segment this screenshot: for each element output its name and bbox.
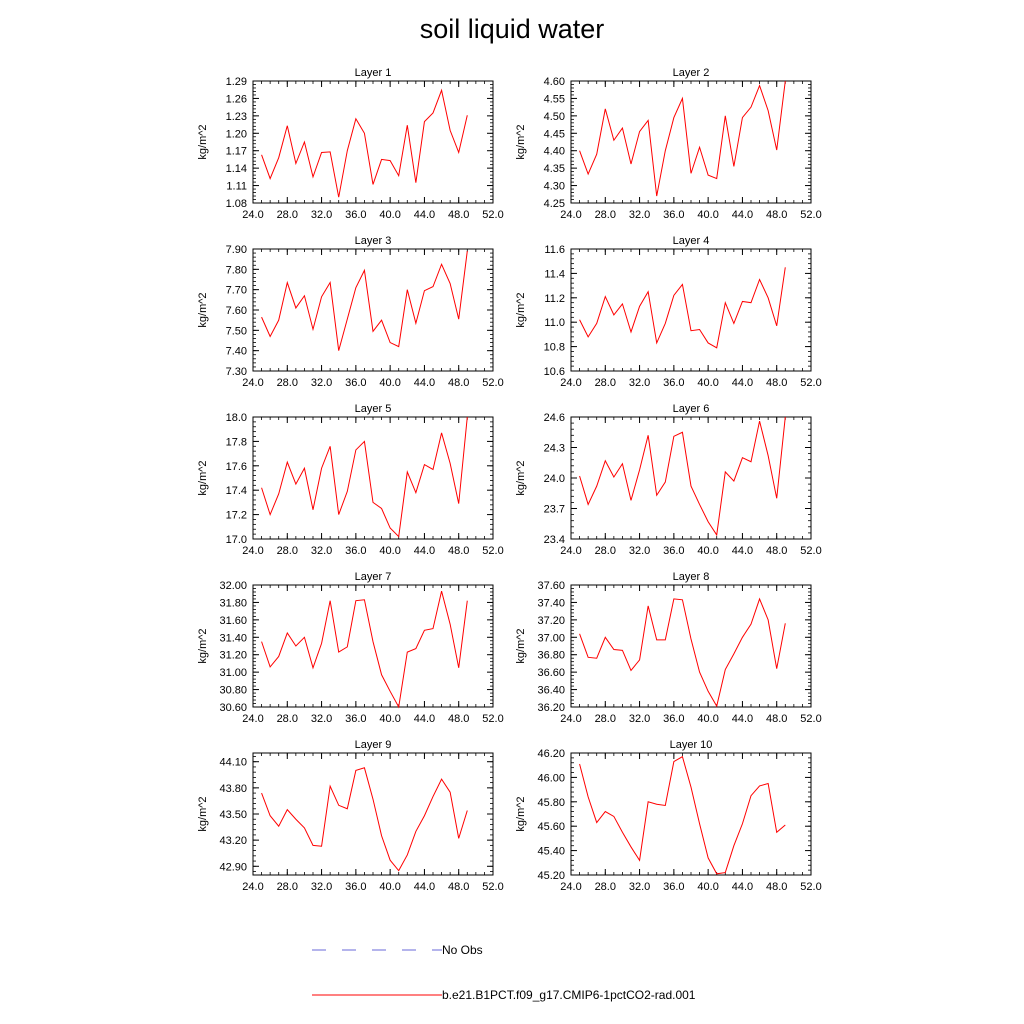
x-tick-label: 40.0 [697, 713, 719, 725]
x-tick-label: 36.0 [345, 209, 367, 221]
series-line [580, 417, 786, 535]
chart-panel-1 [197, 67, 504, 221]
x-tick-label: 48.0 [766, 713, 788, 725]
series-line [580, 81, 786, 196]
y-tick-label: 36.20 [537, 702, 565, 714]
plot-frame [253, 81, 493, 203]
panel-title: Layer 1 [354, 67, 392, 79]
series-line [580, 757, 786, 874]
x-tick-label: 32.0 [628, 209, 651, 221]
y-tick-label: 31.00 [219, 667, 247, 680]
chart-panel-10 [515, 739, 822, 893]
y-tick-label: 31.20 [219, 649, 247, 662]
y-tick-label: 37.40 [537, 597, 565, 610]
x-tick-label: 44.0 [413, 881, 436, 893]
x-tick-label: 48.0 [448, 545, 470, 557]
x-tick-label: 44.0 [731, 209, 754, 221]
x-tick-label: 40.0 [379, 377, 401, 389]
y-tick-label: 7.70 [225, 284, 247, 297]
y-tick-label: 42.90 [219, 861, 247, 874]
y-axis-label: kg/m^2 [515, 628, 527, 664]
series-line [580, 599, 786, 706]
y-axis-label: kg/m^2 [197, 796, 209, 832]
y-tick-label: 24.0 [543, 473, 565, 485]
x-tick-label: 44.0 [413, 713, 436, 725]
x-tick-label: 32.0 [310, 713, 333, 725]
y-tick-label: 17.0 [225, 534, 247, 546]
y-tick-label: 4.30 [543, 180, 565, 193]
x-tick-label: 44.0 [413, 209, 436, 221]
panel-title: Layer 10 [669, 739, 713, 751]
chart-panel-6 [515, 403, 822, 557]
y-tick-label: 1.14 [225, 163, 247, 176]
chart-panel-7 [197, 571, 504, 725]
y-tick-label: 46.00 [537, 772, 565, 785]
x-tick-label: 32.0 [628, 377, 651, 389]
x-tick-label: 24.0 [242, 377, 264, 389]
y-tick-label: 37.20 [537, 614, 565, 627]
y-tick-label: 17.4 [225, 485, 247, 498]
y-axis-label: kg/m^2 [515, 124, 527, 160]
x-tick-label: 40.0 [697, 881, 719, 893]
y-tick-label: 1.29 [225, 76, 247, 88]
x-tick-label: 40.0 [379, 545, 401, 557]
panel-title: Layer 4 [672, 235, 710, 247]
y-axis-label: kg/m^2 [515, 796, 527, 832]
y-tick-label: 36.40 [537, 684, 565, 697]
x-tick-label: 24.0 [560, 881, 582, 893]
x-tick-label: 40.0 [697, 209, 719, 221]
x-tick-label: 28.0 [594, 545, 616, 557]
y-tick-label: 11.2 [544, 292, 565, 305]
y-tick-label: 7.90 [225, 244, 247, 256]
legend-model-label: b.e21.B1PCT.f09_g17.CMIP6-1pctCO2-rad.001 [442, 988, 696, 1002]
x-tick-label: 36.0 [663, 545, 685, 557]
x-tick-label: 48.0 [448, 881, 470, 893]
x-tick-label: 52.0 [800, 713, 822, 725]
panel-title: Layer 7 [354, 571, 392, 583]
y-axis-label: kg/m^2 [197, 628, 209, 664]
y-tick-label: 45.20 [537, 870, 565, 882]
plot-frame [571, 585, 811, 707]
y-tick-label: 4.50 [543, 110, 565, 123]
x-tick-label: 48.0 [766, 377, 788, 389]
x-tick-label: 44.0 [731, 713, 754, 725]
x-tick-label: 28.0 [594, 209, 616, 221]
panel-title: Layer 9 [354, 739, 392, 751]
y-tick-label: 1.11 [226, 180, 247, 193]
x-tick-label: 52.0 [482, 881, 504, 893]
x-tick-label: 44.0 [731, 377, 754, 389]
x-tick-label: 36.0 [345, 545, 367, 557]
y-tick-label: 24.3 [543, 442, 565, 455]
x-tick-label: 28.0 [276, 881, 298, 893]
chart-panel-5 [197, 403, 504, 557]
y-tick-label: 43.20 [219, 835, 247, 848]
y-tick-label: 37.60 [537, 580, 565, 592]
x-tick-label: 52.0 [482, 713, 504, 725]
y-tick-label: 11.4 [544, 268, 565, 281]
y-tick-label: 23.4 [543, 534, 565, 546]
y-tick-label: 1.08 [225, 198, 247, 210]
y-tick-label: 4.45 [543, 128, 565, 141]
panel-title: Layer 8 [672, 571, 710, 583]
x-tick-label: 48.0 [448, 713, 470, 725]
x-tick-label: 48.0 [448, 377, 470, 389]
x-tick-label: 24.0 [242, 545, 264, 557]
series-line [262, 251, 468, 351]
x-tick-label: 36.0 [663, 881, 685, 893]
x-tick-label: 24.0 [560, 377, 582, 389]
x-tick-label: 48.0 [766, 209, 788, 221]
y-tick-label: 4.40 [543, 145, 565, 158]
y-tick-label: 31.40 [219, 632, 247, 645]
panel-title: Layer 2 [672, 67, 710, 79]
x-tick-label: 28.0 [276, 545, 298, 557]
x-tick-label: 52.0 [482, 209, 504, 221]
y-axis-label: kg/m^2 [515, 460, 527, 496]
plot-frame [253, 753, 493, 875]
y-axis-label: kg/m^2 [197, 460, 209, 496]
x-tick-label: 32.0 [310, 377, 333, 389]
y-tick-label: 7.30 [225, 366, 247, 378]
plot-frame [571, 249, 811, 371]
x-tick-label: 44.0 [413, 377, 436, 389]
y-tick-label: 11.0 [544, 317, 565, 330]
y-tick-label: 17.8 [225, 436, 247, 449]
x-tick-label: 28.0 [594, 713, 616, 725]
y-tick-label: 7.50 [225, 325, 247, 338]
x-tick-label: 52.0 [800, 377, 822, 389]
y-tick-label: 4.35 [543, 163, 565, 176]
x-tick-label: 28.0 [276, 377, 298, 389]
y-tick-label: 44.10 [219, 756, 247, 769]
y-tick-label: 36.80 [537, 649, 565, 662]
y-tick-label: 11.6 [544, 244, 565, 256]
y-tick-label: 17.6 [225, 460, 247, 473]
x-tick-label: 36.0 [663, 209, 685, 221]
x-tick-label: 48.0 [448, 209, 470, 221]
x-tick-label: 32.0 [628, 545, 651, 557]
y-tick-label: 32.00 [219, 580, 247, 592]
plot-frame [253, 417, 493, 539]
x-tick-label: 48.0 [766, 545, 788, 557]
y-tick-label: 31.80 [219, 597, 247, 610]
x-tick-label: 28.0 [276, 209, 298, 221]
y-tick-label: 17.2 [225, 509, 247, 522]
y-tick-label: 4.55 [543, 93, 565, 106]
x-tick-label: 28.0 [594, 881, 616, 893]
y-tick-label: 30.60 [219, 702, 247, 714]
y-tick-label: 10.6 [543, 366, 565, 378]
x-tick-label: 44.0 [731, 881, 754, 893]
x-tick-label: 24.0 [242, 209, 264, 221]
chart-panel-2 [515, 67, 822, 221]
x-tick-label: 40.0 [697, 377, 719, 389]
y-tick-label: 1.23 [225, 110, 247, 123]
series-line [262, 768, 468, 871]
y-tick-label: 7.80 [225, 264, 247, 277]
y-tick-label: 1.26 [225, 93, 247, 106]
figure-title: soil liquid water [419, 14, 605, 44]
y-tick-label: 31.60 [219, 614, 247, 627]
x-tick-label: 40.0 [379, 713, 401, 725]
x-tick-label: 28.0 [276, 713, 298, 725]
y-tick-label: 4.25 [543, 198, 565, 210]
y-tick-label: 36.60 [537, 667, 565, 680]
y-tick-label: 7.60 [225, 305, 247, 317]
y-axis-label: kg/m^2 [197, 292, 209, 328]
x-tick-label: 52.0 [482, 545, 504, 557]
plot-frame [253, 585, 493, 707]
x-tick-label: 36.0 [345, 377, 367, 389]
series-line [262, 90, 468, 197]
chart-panel-9 [197, 739, 504, 893]
y-tick-label: 43.50 [219, 809, 247, 821]
y-tick-label: 23.7 [543, 503, 565, 516]
x-tick-label: 52.0 [800, 545, 822, 557]
y-tick-label: 46.20 [537, 748, 565, 760]
x-tick-label: 32.0 [628, 881, 651, 893]
x-tick-label: 24.0 [242, 713, 264, 725]
x-tick-label: 24.0 [560, 545, 582, 557]
panel-title: Layer 3 [354, 235, 392, 247]
chart-panel-4 [515, 235, 822, 389]
x-tick-label: 24.0 [560, 713, 582, 725]
legend-no-obs-label: No Obs [442, 943, 483, 957]
y-axis-label: kg/m^2 [197, 124, 209, 160]
y-tick-label: 37.00 [537, 632, 565, 645]
series-line [580, 267, 786, 348]
x-tick-label: 48.0 [766, 881, 788, 893]
panel-title: Layer 5 [354, 403, 392, 415]
x-tick-label: 44.0 [731, 545, 754, 557]
x-tick-label: 32.0 [628, 713, 651, 725]
x-tick-label: 32.0 [310, 545, 333, 557]
plot-frame [571, 417, 811, 539]
x-tick-label: 24.0 [560, 209, 582, 221]
panel-title: Layer 6 [672, 403, 710, 415]
series-line [262, 591, 468, 707]
x-tick-label: 32.0 [310, 209, 333, 221]
series-line [262, 417, 468, 537]
y-tick-label: 45.60 [537, 821, 565, 834]
x-tick-label: 40.0 [379, 881, 401, 893]
x-tick-label: 32.0 [310, 881, 333, 893]
y-tick-label: 45.80 [537, 796, 565, 809]
y-tick-label: 1.17 [225, 145, 247, 158]
x-tick-label: 52.0 [800, 209, 822, 221]
x-tick-label: 44.0 [413, 545, 436, 557]
y-tick-label: 7.40 [225, 345, 247, 358]
y-tick-label: 45.40 [537, 845, 565, 858]
y-tick-label: 43.80 [219, 782, 247, 795]
y-tick-label: 10.8 [543, 341, 565, 354]
plot-frame [571, 753, 811, 875]
x-tick-label: 28.0 [594, 377, 616, 389]
x-tick-label: 36.0 [663, 377, 685, 389]
y-tick-label: 30.80 [219, 684, 247, 697]
y-tick-label: 1.20 [225, 128, 247, 141]
y-tick-label: 18.0 [225, 412, 247, 424]
x-tick-label: 36.0 [345, 881, 367, 893]
y-axis-label: kg/m^2 [515, 292, 527, 328]
x-tick-label: 36.0 [663, 713, 685, 725]
x-tick-label: 40.0 [697, 545, 719, 557]
y-tick-label: 24.6 [543, 412, 565, 424]
chart-panel-8 [515, 571, 822, 725]
x-tick-label: 52.0 [482, 377, 504, 389]
x-tick-label: 36.0 [345, 713, 367, 725]
x-tick-label: 40.0 [379, 209, 401, 221]
x-tick-label: 52.0 [800, 881, 822, 893]
chart-panel-3 [197, 235, 504, 389]
y-tick-label: 4.60 [543, 76, 565, 88]
x-tick-label: 24.0 [242, 881, 264, 893]
